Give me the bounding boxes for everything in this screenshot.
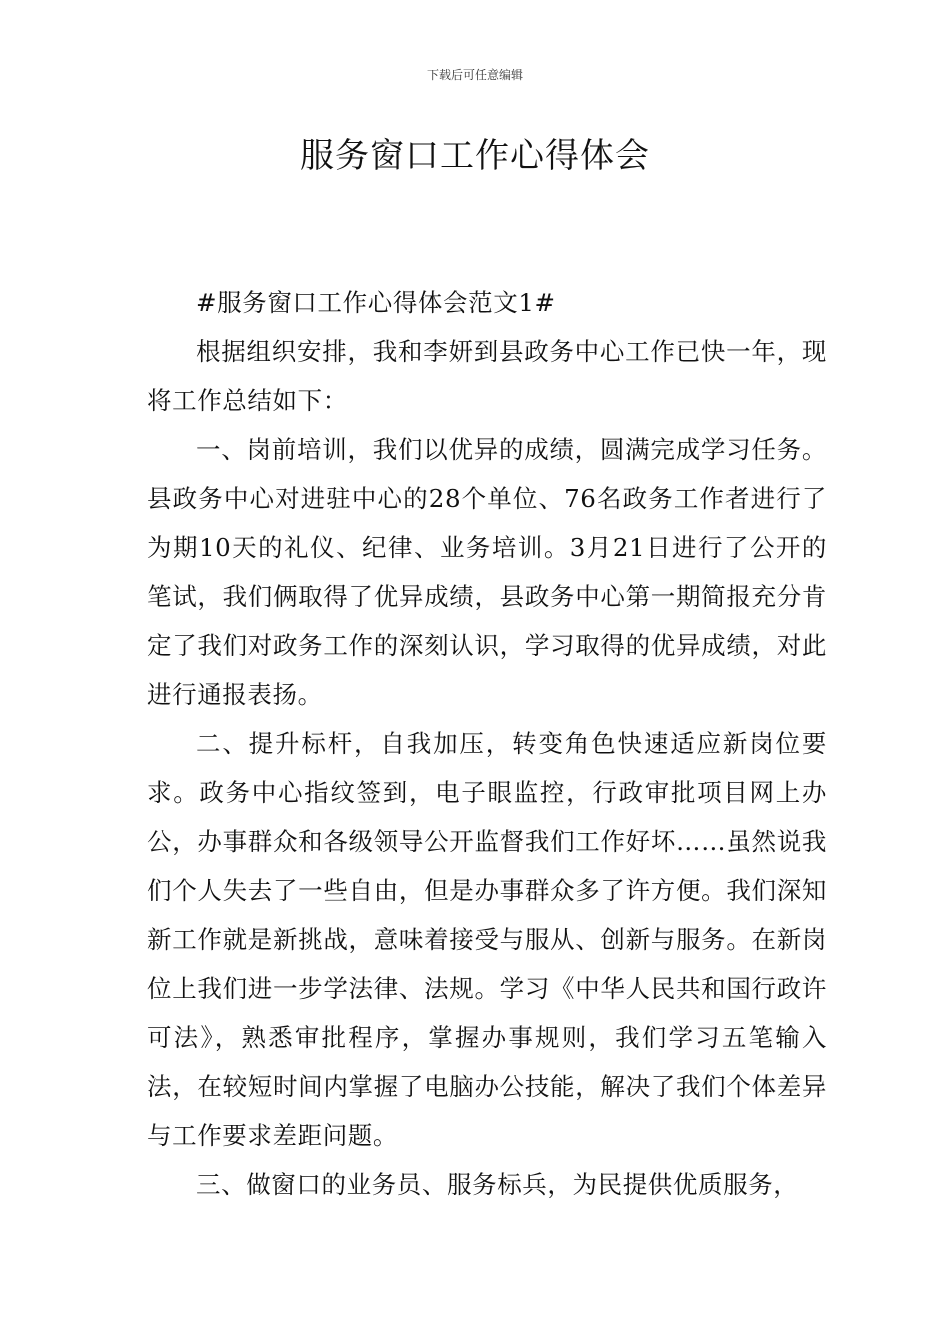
paragraph: 根据组织安排，我和李妍到县政务中心工作已快一年，现将工作总结如下： bbox=[147, 337, 827, 415]
paragraph: 二、提升标杆，自我加压，转变角色快速适应新岗位要求。政务中心指纹签到，电子眼监控，行政审批项目网上办公，办事群众和各级领导公开监督我们工作好坏……虽然说我们个人失去了一些自由，但是办事群众多了许方便。我们深知新工作就是新挑战，意味着接受与服从、创新与服务。在新岗位上我们进一步学法律、法规。学习《中华人民共和国行政许可法》，熟悉审批程序，掌握办事规则，我们学习五笔输入法，在较短时间内掌握了电脑办公技能，解决了我们个体差异与工作要求差距问题。 bbox=[147, 729, 827, 1150]
header-note: 下载后可任意编辑 bbox=[426, 68, 523, 82]
document-title: 服务窗口工作心得体会 bbox=[300, 136, 650, 176]
paragraph-heading: #服务窗口工作心得体会范文1# bbox=[196, 288, 556, 317]
paragraph: 一、岗前培训，我们以优异的成绩，圆满完成学习任务。县政务中心对进驻中心的28个单位、76名政务工作者进行了为期10天的礼仪、纪律、业务培训。3月21日进行了公开的笔试，我们俩取得了优异成绩，县政务中心第一期简报充分肯定了我们对政务工作的深刻认识，学习取得的优异成绩，对此进行通报表扬。 bbox=[147, 435, 827, 709]
paragraph: 三、做窗口的业务员、服务标兵，为民提供优质服务， bbox=[196, 1170, 799, 1199]
document-body bbox=[147, 278, 827, 1209]
